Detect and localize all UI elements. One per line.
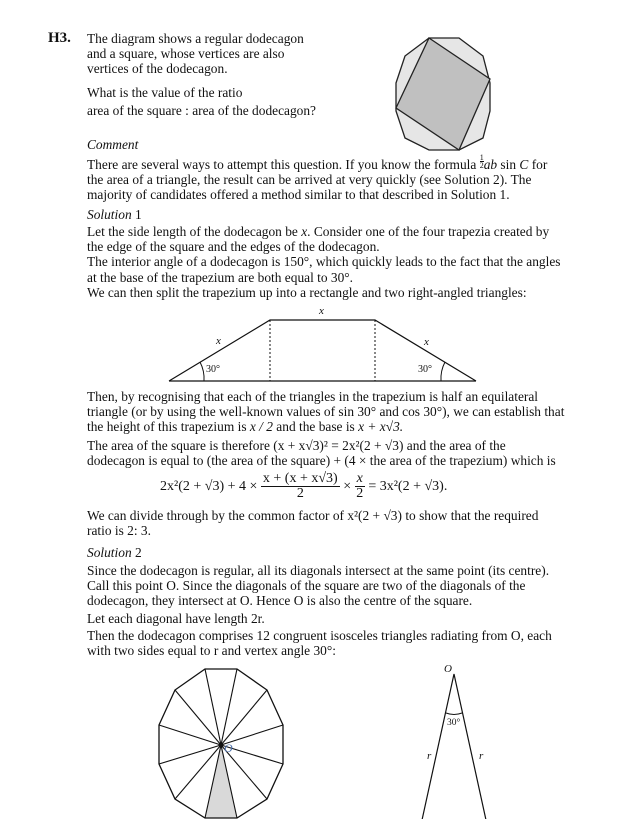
solution2-line: Then the dodecagon comprises 12 congruent isosceles triangles radiating from O, each: [87, 627, 552, 643]
solution2-heading: Solution 2: [87, 545, 142, 560]
solution1-line: ratio is 2: 3.: [87, 523, 151, 539]
trapezium-left-angle: 30°: [206, 364, 220, 375]
equation-fraction-2: $\frac{x}{2}$: [356, 471, 364, 502]
solution1-line: the edge of the square and the edges of the dodecagon.: [87, 239, 380, 255]
solution2-line: Let each diagonal have length 2r.: [87, 610, 265, 626]
comment-line: majority of candidates offered a method similar to that described in Solution 1.: [87, 187, 510, 203]
solution1-line: The interior angle of a dodecagon is 150°, which quickly leads to the fact that the angles: [87, 254, 561, 270]
side-left-label: r: [427, 750, 432, 762]
solution2-line: dodecagon, they intersect at O. Hence O is also the centre of the square.: [87, 593, 473, 609]
prompt-line: area of the square : area of the dodecagon?: [87, 103, 317, 118]
equation-fraction-1: $\frac{x + (x + x√3)}{2}$: [262, 471, 338, 502]
solution2-line: Since the dodecagon is regular, all its diagonals intersect at the same point (its centre).: [87, 563, 550, 578]
solution1-line: dodecagon is equal to (the area of the square) + (4 × the area of the trapezium) which is: [87, 452, 556, 468]
solution1-line: triangle (or by using the well-known values of sin 30° and cos 30°), we can establish that: [87, 404, 565, 420]
solution1-line: The area of the square is therefore (x + x√3)² = 2x²(2 + √3) and the area of the: [87, 437, 506, 453]
solution1-line: Let the side length of the dodecagon be x. Consider one of the four trapezia created by: [87, 224, 550, 239]
question-number: H3.: [48, 30, 71, 46]
solution1-line: the height of this trapezium is x / 2 and the base is x + x√3.: [87, 419, 404, 435]
trapezium-left-label: x: [216, 335, 221, 347]
equation-rhs: = 3x²(2 + √3).: [368, 479, 448, 494]
apex-label: O: [444, 663, 452, 675]
question-line: The diagram shows a regular dodecagon: [87, 31, 304, 46]
solution1-line: We can then split the trapezium up into a rectangle and two right-angled triangles:: [87, 284, 527, 300]
solution1-line: Then, by recognising that each of the triangles in the trapezium is half an equilateral: [87, 389, 539, 404]
trapezium-right-label: x: [424, 336, 429, 348]
question-line: vertices of the dodecagon.: [87, 61, 228, 77]
solution1-heading: Solution 1: [87, 207, 142, 222]
solution1-line: at the base of the trapezium are both equal to 30°.: [87, 269, 354, 285]
question-line: and a square, whose vertices are also: [87, 46, 285, 62]
vertex-angle-label: 30°: [447, 718, 461, 728]
centre-label: O: [224, 741, 233, 755]
comment-line: There are several ways to attempt this question. If you know the formula $\frac{1}{2}$ ab sin C for: [87, 153, 548, 172]
equation-lhs: 2x²(2 + √3) + 4 ×: [160, 479, 258, 494]
trapezium-top-label: x: [319, 305, 324, 317]
side-right-label: r: [479, 750, 484, 762]
comment-heading: Comment: [87, 137, 139, 152]
solution2-line: Call this point O. Since the diagonals of the square are two of the diagonals of the: [87, 578, 526, 594]
comment-line: the area of a triangle, the result can be arrived at very quickly (see Solution 2). The: [87, 172, 532, 188]
area-equation: 2x²(2 + √3) + 4 × $\frac{x + (x + x√3)}{2}$ × $\frac{x}{2}$ = 3x²(2 + √3).: [160, 471, 448, 502]
prompt-line: What is the value of the ratio: [87, 85, 243, 100]
solution1-line: We can divide through by the common factor of x²(2 + √3) to show that the required: [87, 508, 539, 523]
solution2-line: with two sides equal to r and vertex angle 30°:: [87, 643, 336, 659]
trapezium-right-angle: 30°: [418, 364, 432, 375]
